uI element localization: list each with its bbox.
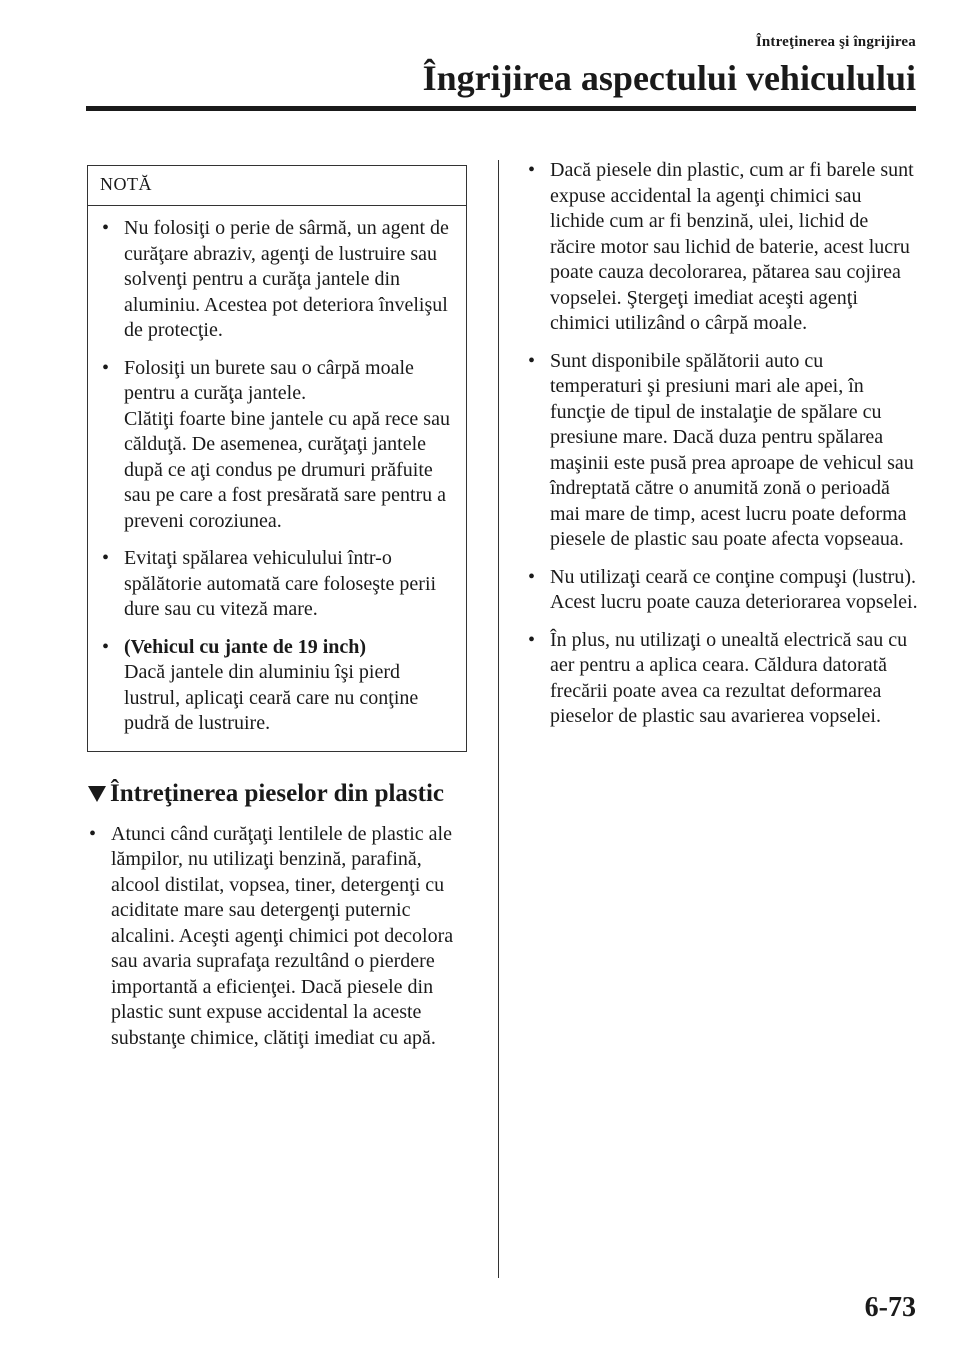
bullet-icon: • — [102, 217, 110, 239]
bullet-icon: • — [528, 349, 536, 372]
note-box — [87, 165, 467, 752]
bullet-icon: • — [89, 822, 97, 845]
note-body — [88, 206, 466, 751]
list-item — [87, 822, 469, 1052]
bullet-icon: • — [528, 628, 536, 651]
note-title: NOTĂ — [88, 166, 466, 206]
right-column — [526, 158, 918, 730]
list-item — [526, 158, 918, 337]
list-item — [526, 565, 918, 616]
right-list — [526, 158, 918, 730]
list-item-text: Atunci când curăţaţi lentilele de plastic ale lămpilor, nu utilizaţi benzină, parafină, alcool distilat, vopsea, tiner, detergenţi cu aciditate mare sau detergenţi puternic alcalini. Aceşti agenţi chimici pot decolora sau avaria suprafaţa rezultând o pierdere importantă a eficienţei. Dacă piesele din plastic sunt expuse accidental la aceste substanţe chimice, clătiţi imediat cu apă. — [111, 822, 454, 1049]
note-item-text: Dacă jantele din aluminiu îşi pierd lustrul, aplicaţi ceară care nu conţine pudră de lustruire. — [124, 661, 419, 734]
column-divider — [498, 160, 499, 1278]
bullet-icon: • — [528, 565, 536, 588]
list-item — [526, 628, 918, 730]
triangle-down-icon — [88, 786, 106, 802]
note-item-text: Folosiţi un burete sau o cârpă moale pentru a curăţa jantele. Clătiţi foarte bine jantele cu apă rece sau călduţă. De asemenea, curăţaţi jantele după ce aţi condus pe drumuri prăfuite sau pe care a fost presărată sare pentru a preveni coroziunea. — [124, 356, 450, 532]
bullet-icon: • — [102, 356, 110, 379]
left-column — [87, 165, 469, 1051]
note-item — [100, 635, 454, 737]
list-item-text: Dacă piesele din plastic, cum ar fi barele sunt expuse accidental la agenţi chimici sau lichide cum ar fi benzină, ulei, lichid de răcire motor sau lichid de baterie, acest lucru poate cauza decolorarea, pătarea sau cojirea vopselei. Ştergeţi imediat aceşti agenţi chimici utilizând o cârpă moale. — [550, 159, 914, 334]
section-heading — [87, 778, 469, 810]
header-divider — [86, 106, 916, 111]
list-item-text: Nu utilizaţi ceară ce conţine compuşi (lustru). Acest lucru poate cauza deteriorarea vopselei. — [550, 565, 918, 613]
note-item — [100, 356, 454, 535]
section-heading-text: Întreţinerea pieselor din plastic — [110, 779, 445, 807]
note-item — [100, 216, 454, 344]
chapter-title: Întreţinerea şi îngrijirea — [755, 34, 916, 50]
list-item-text: În plus, nu utilizaţi o unealtă electrică sau cu aer pentru a aplica ceara. Căldura datorată frecării poate avea ca rezultat deformarea pieselor de plastic sau avarierea vopselei. — [550, 628, 908, 727]
section-list — [87, 822, 469, 1052]
note-item-text: Evitaţi spălarea vehiculului într-o spălătorie automată care foloseşte perii dure sau cu viteză mare. — [124, 547, 437, 620]
list-item — [526, 349, 918, 553]
list-item-text: Sunt disponibile spălătorii auto cu temperaturi şi presiuni mari ale apei, în funcţie de tipul de instalaţie de spălare cu presiune mare. Dacă duza pentru spălarea maşinii este pusă prea aproape de vehicul sau îndreptată către o anumită zonă o perioadă mai mare de timp, acest lucru poate deforma piesele de plastic sau poate afecta vopseaua. — [550, 349, 914, 550]
bullet-icon: • — [528, 159, 536, 181]
bullet-icon: • — [102, 547, 110, 569]
note-item — [100, 546, 454, 623]
note-item-text: Nu folosiţi o perie de sârmă, un agent de curăţare abraziv, agenţi de lustruire sau solvenţi pentru a curăţa jantele din aluminiu. Acestea pot deteriora învelişul de protecţie. — [124, 217, 449, 341]
note-item-heading: (Vehicul cu jante de 19 inch) — [124, 635, 367, 658]
bullet-icon: • — [102, 635, 110, 658]
page-title: Îngrijirea aspectului vehiculului — [422, 58, 916, 98]
note-list — [100, 216, 454, 737]
page-number: 6-73 — [864, 1292, 916, 1323]
